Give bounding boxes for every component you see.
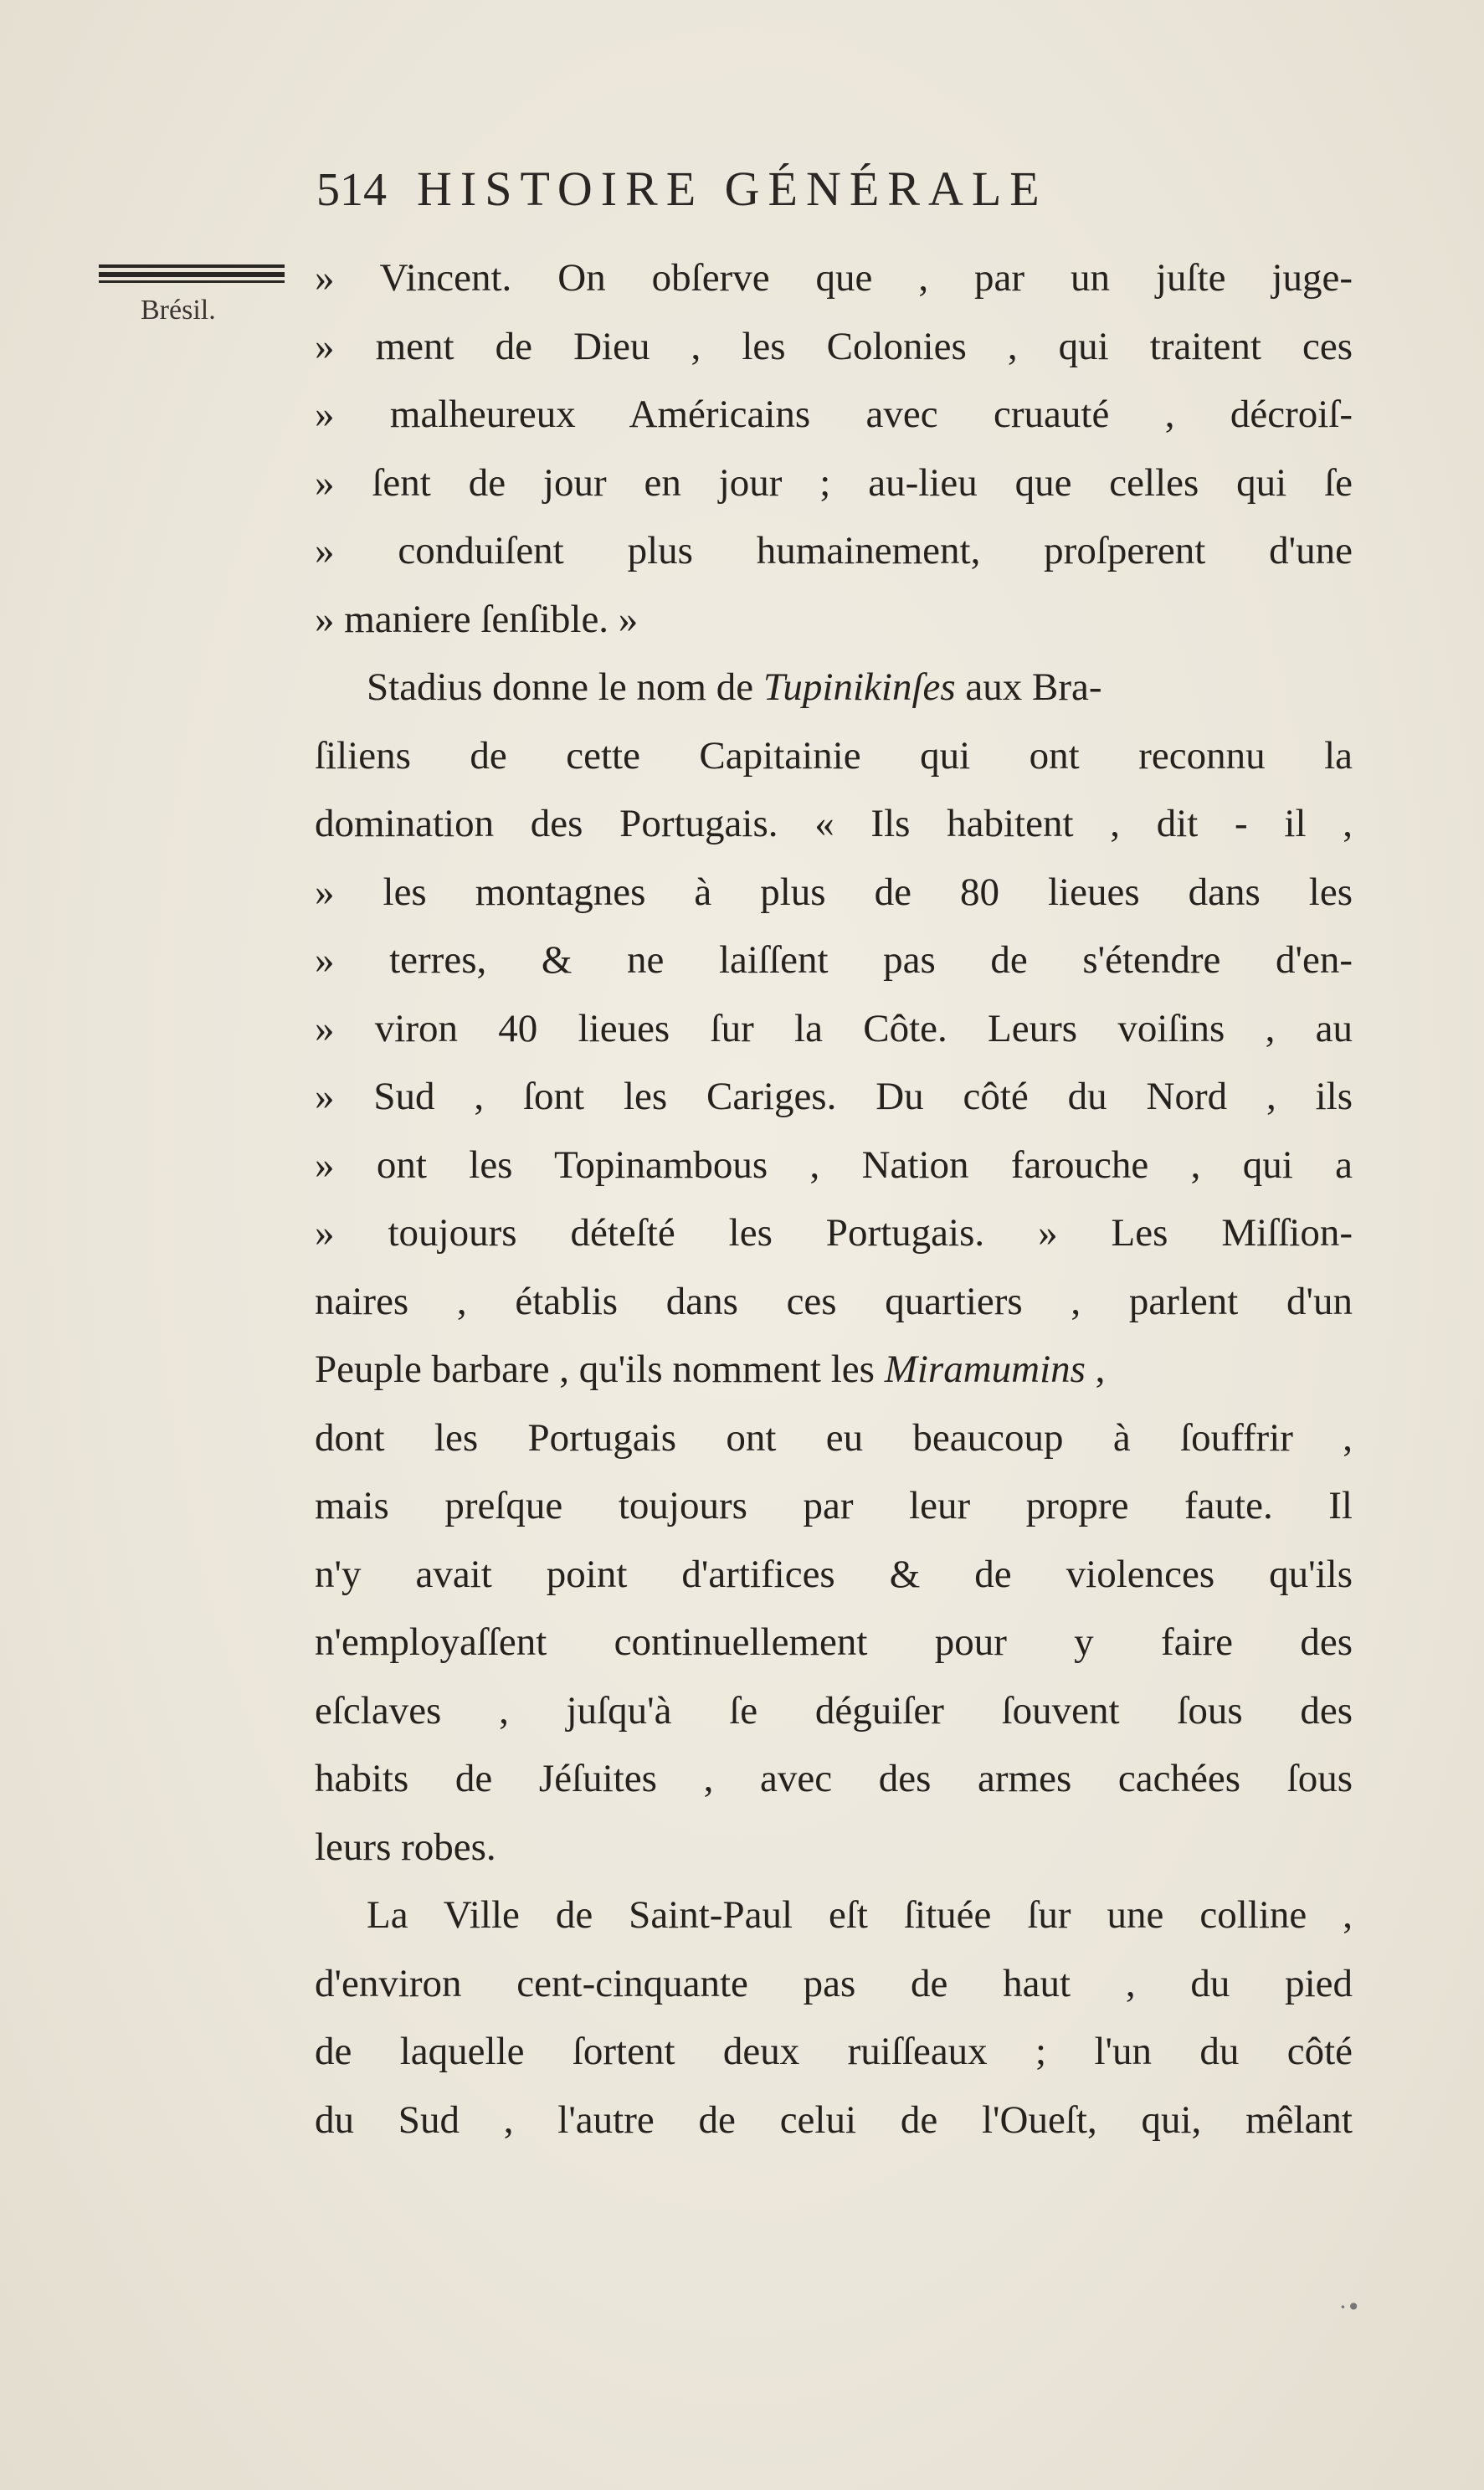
- text-line: » conduiſent plus humainement, proſperent d'une: [315, 529, 1353, 572]
- text-line-stadius: [315, 654, 1353, 722]
- text-segment: Stadius donne le nom de: [367, 665, 763, 709]
- italic-miramumins: Miramumins: [884, 1348, 1086, 1391]
- text-line: de laquelle ſortent deux ruiſſeaux ; l'un du côté: [315, 2030, 1353, 2073]
- text-line: leurs robes.: [315, 1825, 496, 1869]
- margin-rule-thin-lower: [99, 280, 285, 283]
- text-line: » ont les Topinambous , Nation farouche , qui a: [315, 1142, 1353, 1187]
- text-line: La Ville de Saint-Paul eſt ſituée ſur une colline ,: [367, 1893, 1353, 1937]
- text-line: » toujours déteſté les Portugais. » Les Miſſion-: [315, 1211, 1353, 1255]
- text-line: » Vincent. On obſerve que , par un juſte juge-: [315, 256, 1353, 300]
- text-line: n'y avait point d'artifices & de violences qu'ils: [315, 1552, 1353, 1596]
- italic-tupinikinses: Tupinikinſes: [763, 665, 956, 709]
- text-line: » malheureux Américains avec cruauté , décroiſ-: [315, 393, 1353, 436]
- text-line: habits de Jéſuites , avec des armes cachées ſous: [315, 1757, 1353, 1800]
- text-line: ſiliens de cette Capitainie qui ont reconnu la: [315, 733, 1353, 778]
- margin-note: Brésil.: [141, 295, 216, 326]
- text-line: d'environ cent-cinquante pas de haut , du pied: [315, 1961, 1353, 2005]
- text-line: » Sud , ſont les Cariges. Du côté du Nord , ils: [315, 1075, 1353, 1118]
- text-line-miramumins: [315, 1336, 1353, 1404]
- text-line: mais preſque toujours par leur propre faute. Il: [315, 1484, 1353, 1527]
- text-line: » terres, & ne laiſſent pas de s'étendre d'en-: [315, 938, 1353, 982]
- body-text: [315, 244, 1353, 2154]
- text-line: du Sud , l'autre de celui de l'Oueſt, qui, mêlant: [315, 2097, 1353, 2142]
- page-header: [316, 161, 1187, 217]
- ink-speck-decoration: ·•: [1339, 2293, 1361, 2321]
- text-segment: Peuple barbare , qu'ils nomment les: [315, 1348, 885, 1391]
- text-line: dont les Portugais ont eu beaucoup à ſouffrir ,: [315, 1415, 1353, 1460]
- text-line: » les montagnes à plus de 80 lieues dans les: [315, 870, 1353, 914]
- text-line: n'employaſſent continuellement pour y faire des: [315, 1620, 1353, 1664]
- margin-rule: [99, 264, 285, 283]
- text-line: eſclaves , juſqu'à ſe déguiſer ſouvent ſous des: [315, 1688, 1353, 1733]
- margin-rule-thin: [99, 264, 285, 268]
- text-line: naires , établis dans ces quartiers , parlent d'un: [315, 1279, 1353, 1323]
- text-line: domination des Portugais. « Ils habitent , dit - il ,: [315, 802, 1353, 845]
- margin-rule-thick: [99, 272, 285, 277]
- page-number: 514: [316, 164, 387, 216]
- text-line: » viron 40 lieues ſur la Côte. Leurs voiſins , au: [315, 1006, 1353, 1050]
- text-line: » ſent de jour en jour ; au-lieu que celles qui ſe: [315, 460, 1353, 505]
- text-segment: ,: [1085, 1348, 1106, 1391]
- text-line: » ment de Dieu , les Colonies , qui traitent ces: [315, 324, 1353, 368]
- text-segment: aux Bra-: [955, 665, 1102, 709]
- text-line: » maniere ſenſible. »: [315, 597, 639, 641]
- running-title: HISTOIRE GÉNÉRALE: [417, 162, 1048, 216]
